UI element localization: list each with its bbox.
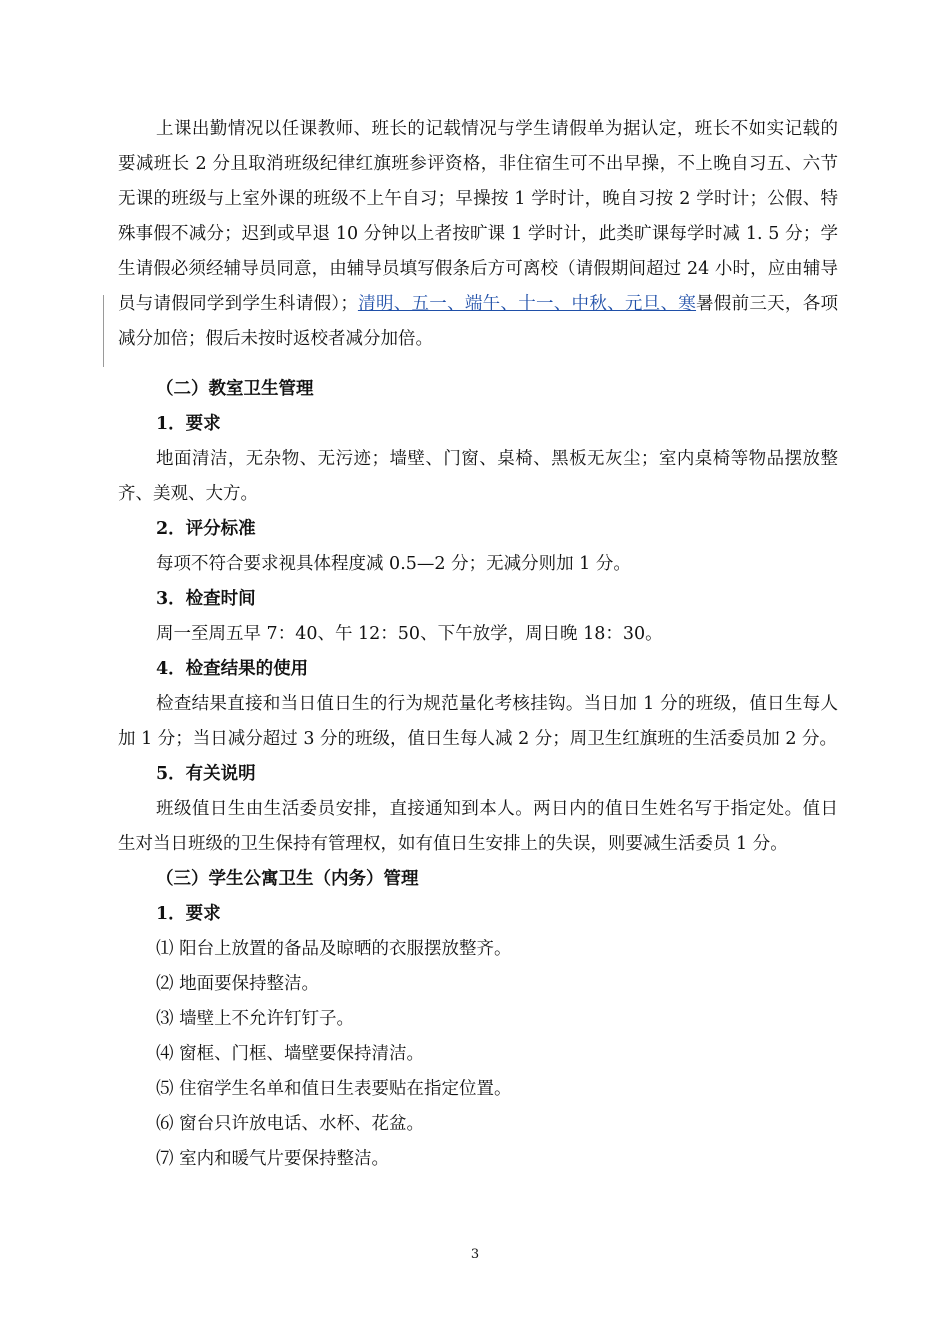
page-number: 3	[470, 1247, 480, 1262]
classroom-req-title: 1．要求	[156, 414, 221, 434]
attendance-text: 上课出勤情况以任课教师、班长的记载情况与学生请假单为据认定，班长不如实记载的要减班长 2 分且取消班级纪律红旗班参评资格，非住宿生可不出早操，不上晚自习五、六节无课的班级与上室外课的班级不上午自习；早操按 1 学时计，晚自习按 2 学时计；公假、特殊事假不减分；迟到或早退 10 分钟以上者按旷课 1 学时计，此类旷课每学时减 1. 5 分；学生请假必须经辅导员同意，由辅导员填写假条后方可离校（请假期间超过 24 小时，应由辅导员与请假同学到学生科请假）；	[118, 119, 838, 314]
classroom-criteria-title: 2．评分标准	[156, 519, 256, 539]
dorm-req-title: 1．要求	[156, 904, 221, 924]
classroom-criteria-text: 每项不符合要求视具体程度减 0.5—2 分；无减分则加 1 分。	[156, 554, 631, 574]
attendance-section	[118, 112, 838, 357]
classroom-req-text: 地面清洁，无杂物、无污迹；墙壁、门窗、桌椅、黑板无灰尘；室内桌椅等物品摆放整齐、美观、大方。	[118, 449, 838, 504]
classroom-notes-title: 5．有关说明	[156, 764, 256, 784]
classroom-use-text: 检查结果直接和当日值日生的行为规范量化考核挂钩。当日加 1 分的班级，值日生每人加 1 分；当日减分超过 3 分的班级，值日生每人减 2 分；周卫生红旗班的生活委员加 2 分。	[118, 694, 838, 749]
classroom-time-text: 周一至周五早 7：40、午 12：50、下午放学，周日晚 18：30。	[156, 624, 663, 644]
attendance-paragraph	[118, 112, 838, 357]
dorm-item: ⑹ 窗台只许放电话、水杯、花盆。	[156, 1114, 425, 1134]
classroom-time-title: 3．检查时间	[156, 589, 256, 609]
dorm-item: ⑴ 阳台上放置的备品及晾晒的衣服摆放整齐。	[156, 939, 512, 959]
dorm-item: ⑷ 窗框、门框、墙壁要保持清洁。	[156, 1044, 425, 1064]
dorm-item: ⑺ 室内和暖气片要保持整洁。	[156, 1149, 390, 1169]
dorm-item: ⑶ 墙壁上不允许钉钉子。	[156, 1009, 355, 1029]
classroom-notes-text: 班级值日生由生活委员安排，直接通知到本人。两日内的值日生姓名写于指定处。值日生对当日班级的卫生保持有管理权，如有值日生安排上的失误，则要减生活委员 1 分。	[118, 799, 838, 854]
dorm-item: ⑸ 住宿学生名单和值日生表要贴在指定位置。	[156, 1079, 512, 1099]
attendance-text-end: 暑假前三天，各项减分加倍；假后未按时返校者减分加倍。	[118, 294, 838, 349]
holidays-link[interactable]: 清明、五一、端午、十一、中秋、元旦、寒	[357, 294, 697, 314]
classroom-section	[118, 372, 838, 1177]
revision-margin-bar	[103, 295, 104, 367]
classroom-use-title: 4．检查结果的使用	[156, 659, 309, 679]
dorm-item: ⑵ 地面要保持整洁。	[156, 974, 320, 994]
dorm-title: （三）学生公寓卫生（内务）管理	[156, 869, 419, 889]
classroom-title: （二）教室卫生管理	[156, 379, 314, 399]
